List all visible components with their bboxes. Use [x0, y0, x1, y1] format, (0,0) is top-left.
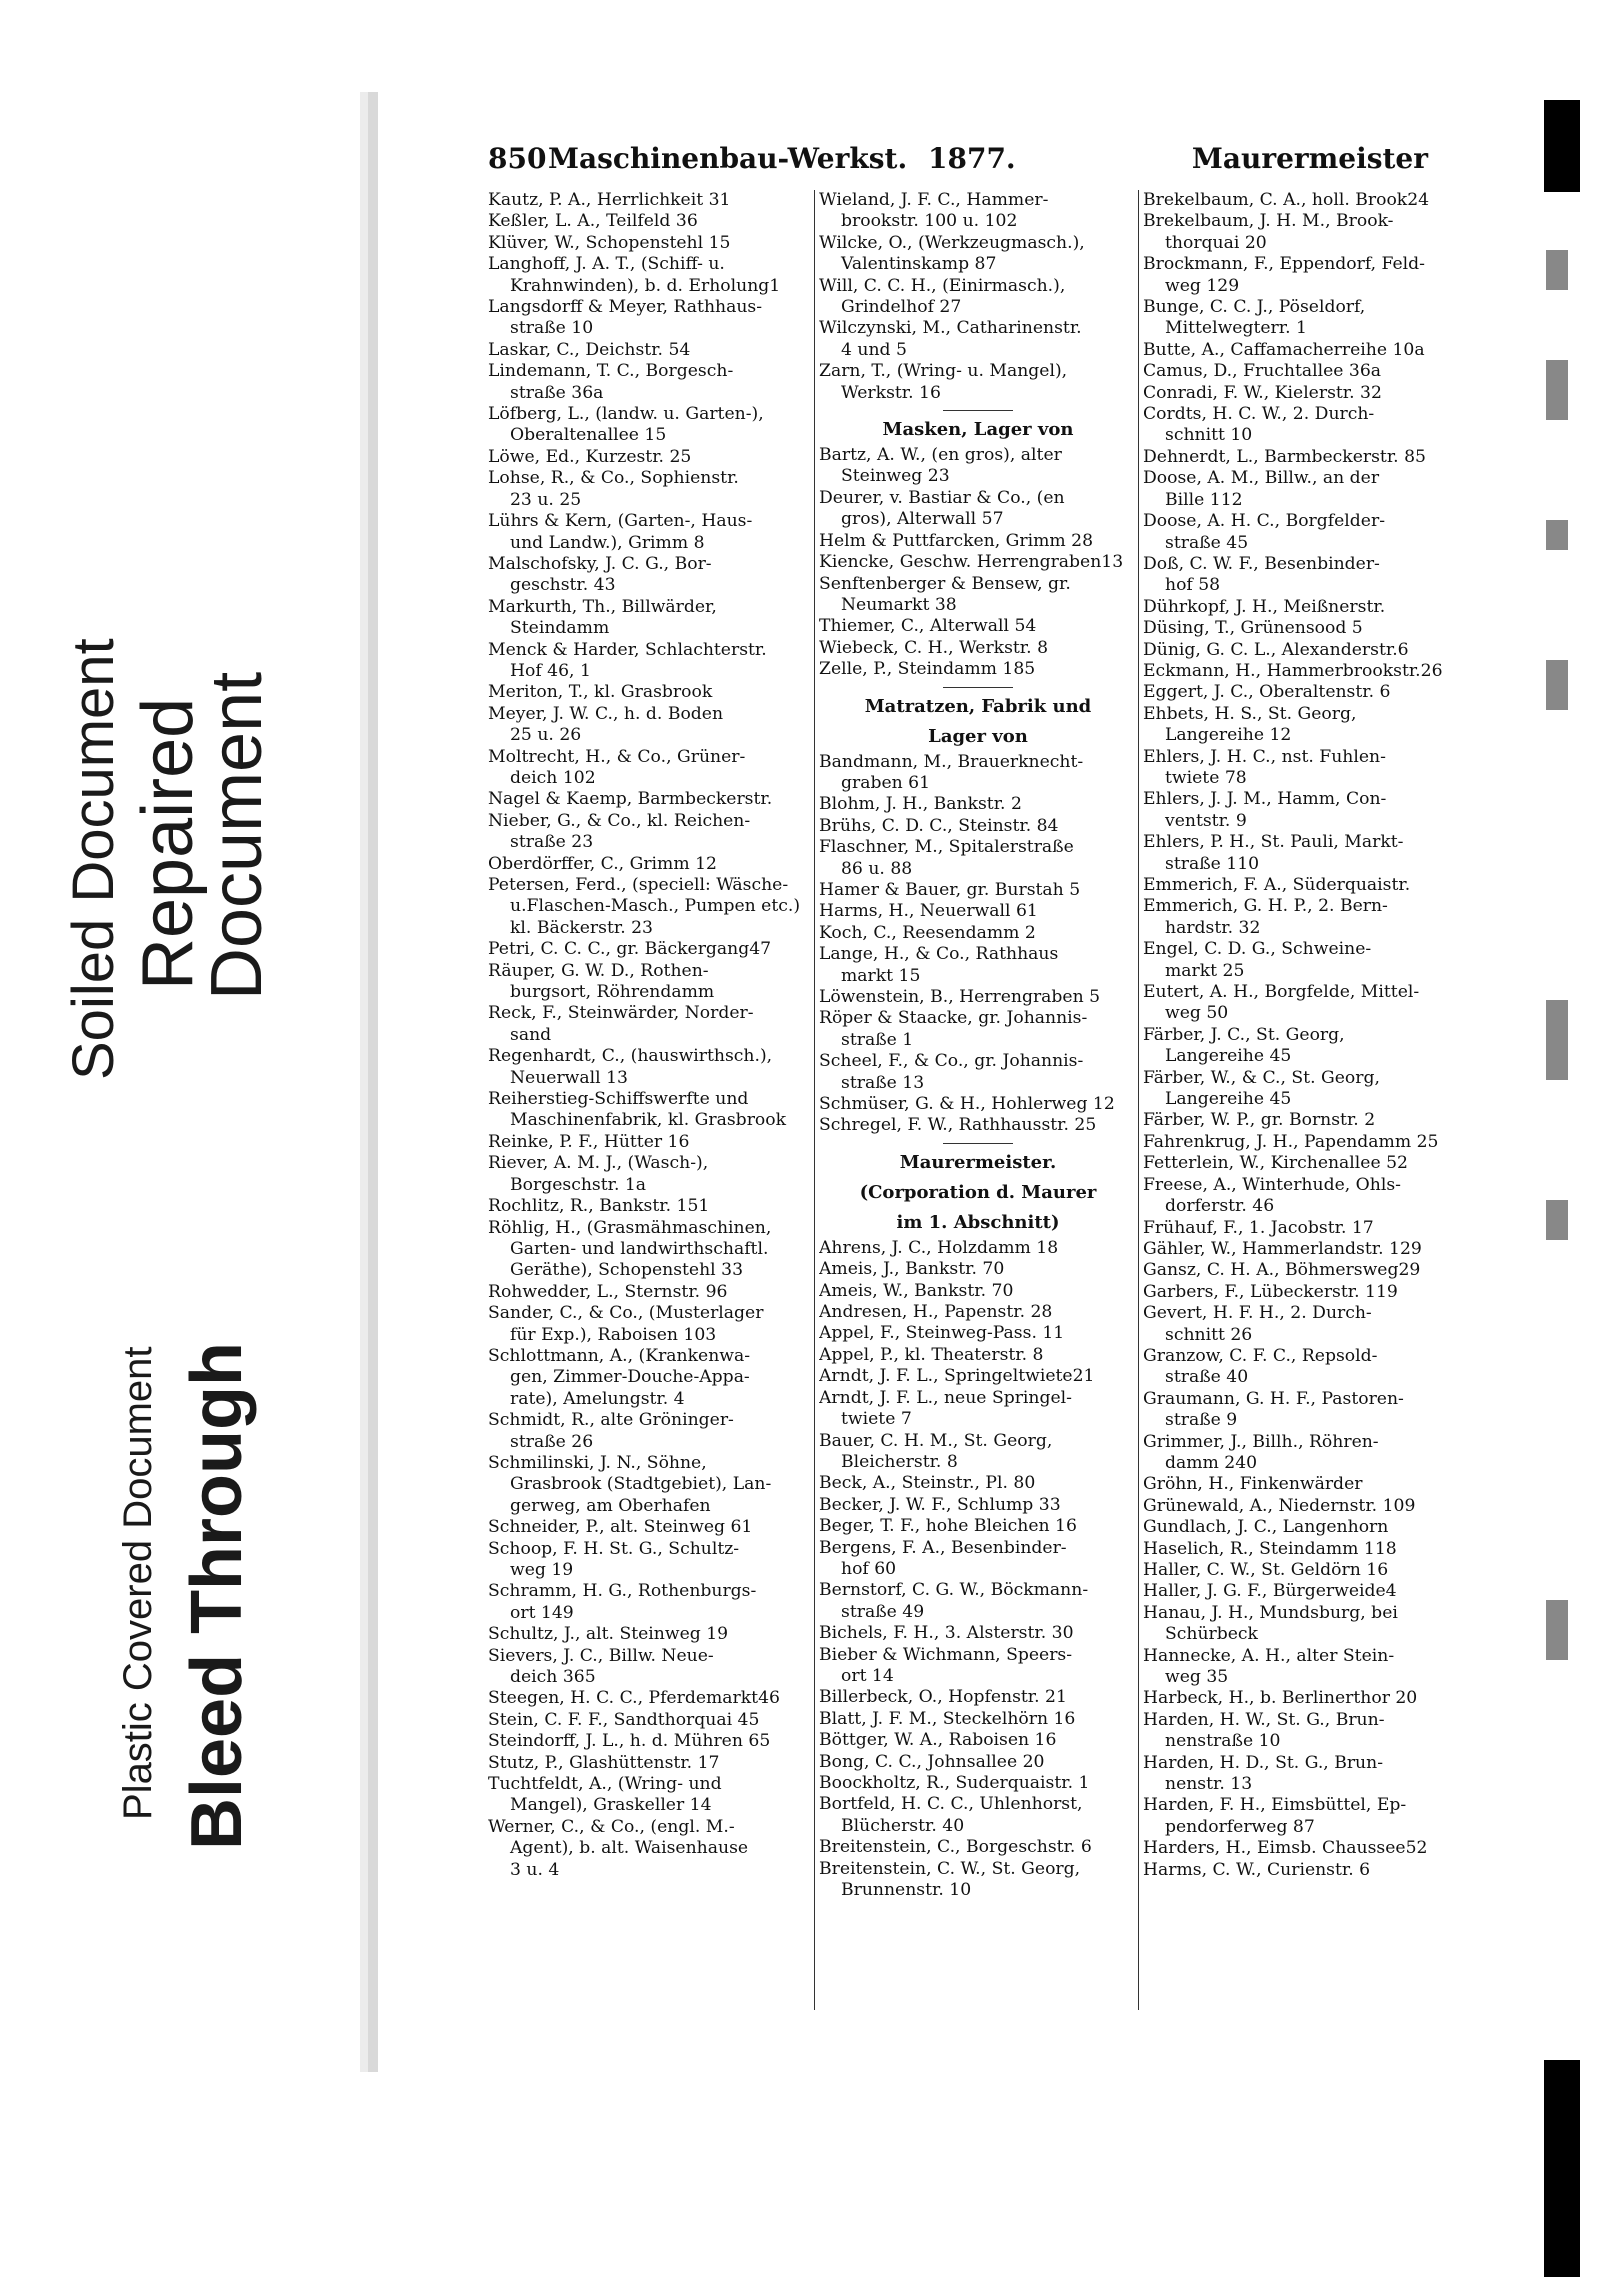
directory-entry: Brekelbaum, C. A., holl. Brook24	[1143, 190, 1430, 210]
binding-tab-bottom	[1544, 2060, 1580, 2277]
directory-entry: Conradi, F. W., Kielerstr. 32	[1143, 382, 1382, 403]
directory-entry: Röhlig, H., (Grasmähmaschinen,	[488, 1217, 772, 1238]
entry-continuation: Langereihe 45	[1165, 1046, 1292, 1067]
directory-entry: Bartz, A. W., (en gros), alter	[819, 445, 1062, 466]
entry-continuation: 4 und 5	[841, 339, 907, 360]
entry-continuation: straße 26	[510, 1431, 594, 1452]
directory-entry: Cordts, H. C. W., 2. Durch-	[1143, 404, 1375, 425]
entry-continuation: Neumarkt 38	[841, 594, 957, 615]
directory-entry: Stutz, P., Glashüttenstr. 17	[488, 1752, 720, 1773]
entry-continuation: nenstr. 13	[1165, 1774, 1253, 1795]
directory-entry: Harms, H., Neuerwall 61	[819, 901, 1038, 922]
directory-entry: Nagel & Kaemp, Barmbeckerstr.	[488, 789, 773, 810]
directory-entry: Schregel, F. W., Rathhausstr. 25	[819, 1115, 1097, 1136]
directory-entry: Flaschner, M., Spitalerstraße	[819, 837, 1074, 858]
entry-continuation: brookstr. 100 u. 102	[841, 211, 1018, 232]
entry-continuation: Werkstr. 16	[841, 382, 941, 403]
entry-continuation: Grindelhof 27	[841, 297, 962, 318]
directory-entry: Rohwedder, L., Sternstr. 96	[488, 1281, 728, 1302]
entry-continuation: pendorferweg 87	[1165, 1816, 1315, 1837]
directory-entry: Zarn, T., (Wring- u. Mangel),	[819, 361, 1068, 382]
directory-entry: Appel, F., Steinweg-Pass. 11	[819, 1323, 1065, 1344]
directory-entry: Schlottmann, A., (Krankenwa-	[488, 1345, 751, 1366]
directory-entry: Emmerich, G. H. P., 2. Bern-	[1143, 896, 1388, 917]
directory-entry: Haller, J. G. F., Bürgerweide4	[1143, 1581, 1397, 1602]
directory-entry: Regenhardt, C., (hauswirthsch.),	[488, 1046, 773, 1067]
directory-entry: Riever, A. M. J., (Wasch-),	[488, 1153, 709, 1174]
entry-continuation: Maschinenfabrik, kl. Grasbrook	[510, 1110, 787, 1131]
running-head: Maurermeister	[1191, 142, 1428, 175]
directory-entry: Beger, T. F., hohe Bleichen 16	[819, 1516, 1077, 1537]
entry-continuation: nenstraße 10	[1165, 1731, 1281, 1752]
entry-continuation: markt 25	[1165, 960, 1245, 981]
directory-entry: Lindemann, T. C., Borgesch-	[488, 361, 734, 382]
page-header	[488, 142, 1428, 182]
directory-entry: Helm & Puttfarcken, Grimm 28	[819, 530, 1094, 551]
directory-entry: Oberdörffer, C., Grimm 12	[488, 853, 717, 874]
edge-mark	[1546, 660, 1568, 710]
edge-mark	[1546, 1200, 1568, 1240]
directory-entry: Kiencke, Geschw. Herrengraben13	[819, 552, 1124, 573]
entry-continuation: Garten- und landwirthschaftl.	[510, 1238, 769, 1259]
directory-entry: Ehlers, P. H., St. Pauli, Markt-	[1143, 832, 1404, 853]
directory-entry: Dührkopf, J. H., Meißnerstr.	[1143, 596, 1386, 617]
directory-entry: Löfberg, L., (landw. u. Garten-),	[488, 404, 764, 425]
directory-entry: Färber, W., & C., St. Georg,	[1143, 1067, 1380, 1088]
directory-entry: Arndt, J. F. L., neue Springel-	[819, 1387, 1072, 1408]
directory-entry: Hamer & Bauer, gr. Burstah 5	[819, 879, 1081, 900]
directory-entry: Schneider, P., alt. Steinweg 61	[488, 1517, 753, 1538]
directory-entry: Nieber, G., & Co., kl. Reichen-	[488, 810, 751, 831]
directory-entry: Ameis, W., Bankstr. 70	[819, 1280, 1014, 1301]
directory-entry: Petersen, Ferd., (speciell: Wäsche-	[488, 875, 789, 895]
directory-entry: Billerbeck, O., Hopfenstr. 21	[819, 1687, 1067, 1708]
entry-continuation: 86 u. 88	[841, 858, 913, 879]
directory-entry: Gevert, H. F. H., 2. Durch-	[1143, 1303, 1372, 1324]
directory-entry: Becker, J. W. F., Schlump 33	[819, 1494, 1061, 1515]
directory-entry: Harders, H., Eimsb. Chaussee52	[1143, 1838, 1428, 1859]
entry-continuation: für Exp.), Raboisen 103	[510, 1324, 717, 1345]
directory-entry: Fetterlein, W., Kirchenallee 52	[1143, 1153, 1408, 1174]
entry-continuation: geschstr. 43	[510, 575, 616, 596]
entry-continuation: sand	[510, 1024, 552, 1045]
directory-entry: Sievers, J. C., Billw. Neue-	[488, 1645, 714, 1666]
directory-entry: Boockholtz, R., Suderquaistr. 1	[819, 1773, 1090, 1793]
directory-entry: Werner, C., & Co., (engl. M.-	[488, 1816, 735, 1837]
entry-continuation: straße 49	[841, 1601, 925, 1622]
directory-entry: Breitenstein, C. W., St. Georg,	[819, 1858, 1081, 1879]
directory-entry: Menck & Harder, Schlachterstr.	[488, 639, 767, 660]
entry-continuation: hof 60	[841, 1558, 897, 1579]
directory-entry: Grünewald, A., Niedernstr. 109	[1143, 1495, 1416, 1516]
directory-entry: Ehlers, J. J. M., Hamm, Con-	[1143, 789, 1387, 810]
directory-entry: Stein, C. F. F., Sandthorquai 45	[488, 1709, 760, 1730]
directory-entry: Eggert, J. C., Oberaltenstr. 6	[1143, 682, 1391, 703]
directory-entry: Koch, C., Reesendamm 2	[819, 922, 1036, 943]
directory-entry: Meyer, J. W. C., h. d. Boden	[488, 703, 724, 724]
entry-continuation: Schürbeck	[1165, 1624, 1258, 1645]
entry-continuation: graben 61	[841, 772, 931, 793]
entry-continuation: straße 9	[1165, 1410, 1238, 1431]
directory-entry: Moltrecht, H., & Co., Grüner-	[488, 746, 746, 767]
entry-continuation: straße 45	[1165, 532, 1249, 553]
entry-continuation: rate), Amelungstr. 4	[510, 1388, 685, 1409]
directory-entry: Scheel, F., & Co., gr. Johannis-	[819, 1051, 1084, 1072]
directory-entry: Butte, A., Caffamacherreihe 10a	[1143, 339, 1425, 360]
entry-continuation: twiete 7	[841, 1409, 912, 1430]
directory-entry: Engel, C. D. G., Schweine-	[1143, 939, 1372, 960]
directory-entry: Meriton, T., kl. Grasbrook	[488, 682, 713, 703]
entry-continuation: kl. Bäckerstr. 23	[510, 917, 653, 938]
entry-continuation: schnitt 10	[1165, 425, 1253, 446]
entry-continuation: Borgeschstr. 1a	[510, 1174, 647, 1195]
entry-continuation: Geräthe), Schopenstehl 33	[510, 1260, 744, 1281]
directory-entry: Ehlers, J. H. C., nst. Fuhlen-	[1143, 746, 1386, 767]
edge-mark	[1546, 1000, 1568, 1080]
entry-continuation: Brunnenstr. 10	[841, 1880, 972, 1901]
section-heading: Matratzen, Fabrik und	[864, 695, 1092, 717]
edge-mark	[1546, 1600, 1568, 1660]
directory-entry: Harbeck, H., b. Berlinerthor 20	[1143, 1688, 1418, 1709]
directory-entry: Schmilinski, J. N., Söhne,	[488, 1452, 707, 1473]
directory-entry: Beck, A., Steinstr., Pl. 80	[819, 1473, 1036, 1494]
document-page	[368, 92, 1508, 2072]
section-divider	[943, 410, 1013, 411]
directory-entry: Reinke, P. F., Hütter 16	[488, 1131, 690, 1152]
directory-columns	[488, 190, 1443, 2010]
directory-entry: Steindorff, J. L., h. d. Mühren 65	[488, 1731, 771, 1752]
side-label-plastic: Plastic Covered Document	[116, 1346, 160, 1820]
directory-entry: Dünig, G. C. L., Alexanderstr.6	[1143, 639, 1409, 660]
directory-entry: Harden, H. D., St. G., Brun-	[1143, 1752, 1384, 1773]
directory-entry: Löwe, Ed., Kurzestr. 25	[488, 446, 692, 467]
directory-entry: Keßler, L. A., Teilfeld 36	[488, 211, 698, 232]
directory-entry: Klüver, W., Schopenstehl 15	[488, 232, 731, 253]
directory-entry: Schmüser, G. & H., Hohlerweg 12	[819, 1094, 1115, 1115]
entry-continuation: Valentinskamp 87	[841, 254, 997, 275]
entry-continuation: gen, Zimmer-Douche-Appa-	[510, 1367, 750, 1388]
directory-entry: Thiemer, C., Alterwall 54	[819, 616, 1037, 637]
entry-continuation: Grasbrook (Stadtgebiet), Lan-	[510, 1474, 772, 1495]
directory-entry: Bortfeld, H. C. C., Uhlenhorst,	[819, 1794, 1083, 1815]
column-1	[488, 190, 808, 2010]
section-divider	[943, 1143, 1013, 1144]
directory-entry: Ameis, J., Bankstr. 70	[819, 1259, 1005, 1280]
section-heading: Lager von	[928, 725, 1028, 747]
directory-entry: Schramm, H. G., Rothenburgs-	[488, 1581, 757, 1602]
directory-entry: Breitenstein, C., Borgeschstr. 6	[819, 1837, 1092, 1858]
entry-continuation: Oberaltenallee 15	[510, 425, 667, 446]
directory-entry: Doose, A. H. C., Borgfelder-	[1143, 511, 1386, 532]
section-title: Maschinenbau-Werkst.	[548, 142, 908, 175]
entry-continuation: straße 36a	[510, 382, 604, 403]
directory-entry: Schmidt, R., alte Gröninger-	[488, 1410, 734, 1431]
directory-entry: Kautz, P. A., Herrlichkeit 31	[488, 190, 731, 210]
directory-entry: Brockmann, F., Eppendorf, Feld-	[1143, 254, 1425, 275]
entry-continuation: Krahnwinden), b. d. Erholung1	[510, 275, 781, 296]
directory-entry: Bauer, C. H. M., St. Georg,	[819, 1430, 1053, 1451]
directory-entry: Bunge, C. C. J., Pöseldorf,	[1143, 297, 1366, 318]
entry-continuation: Langereihe 45	[1165, 1089, 1292, 1110]
entry-continuation: weg 35	[1165, 1667, 1229, 1688]
entry-continuation: hardstr. 32	[1165, 917, 1261, 938]
entry-continuation: straße 40	[1165, 1367, 1249, 1388]
section-heading: im 1. Abschnitt)	[896, 1211, 1060, 1233]
directory-entry: Doß, C. W. F., Besenbinder-	[1143, 553, 1380, 574]
directory-entry: Gundlach, J. C., Langenhorn	[1143, 1517, 1389, 1538]
directory-entry: Arndt, J. F. L., Springeltwiete21	[819, 1366, 1095, 1387]
directory-entry: Rochlitz, R., Bankstr. 151	[488, 1196, 710, 1217]
directory-entry: Wilcke, O., (Werkzeugmasch.),	[819, 232, 1085, 253]
directory-entry: Bieber & Wichmann, Speers-	[819, 1644, 1073, 1665]
page-number: 850	[488, 142, 547, 175]
directory-entry: Appel, P., kl. Theaterstr. 8	[819, 1344, 1044, 1365]
entry-continuation: 23 u. 25	[510, 489, 582, 510]
entry-continuation: Hof 46, 1	[510, 660, 591, 681]
section-divider	[943, 687, 1013, 688]
directory-entry: Blohm, J. H., Bankstr. 2	[819, 794, 1022, 815]
directory-entry: Brekelbaum, J. H. M., Brook-	[1143, 211, 1394, 232]
directory-entry: Lührs & Kern, (Garten-, Haus-	[488, 511, 753, 532]
directory-entry: Langhoff, J. A. T., (Schiff- u.	[488, 254, 725, 275]
side-label-soiled: Soiled Document	[61, 638, 126, 1080]
entry-continuation: weg 50	[1165, 1003, 1229, 1024]
directory-entry: Schoop, F. H. St. G., Schultz-	[488, 1538, 740, 1559]
entry-continuation: damm 240	[1165, 1452, 1258, 1473]
directory-entry: Bergens, F. A., Besenbinder-	[819, 1537, 1067, 1558]
directory-entry: Ahrens, J. C., Holzdamm 18	[819, 1237, 1059, 1258]
entry-continuation: straße 1	[841, 1029, 914, 1050]
section-heading: Masken, Lager von	[882, 419, 1074, 441]
directory-entry: Grimmer, J., Billh., Röhren-	[1143, 1431, 1379, 1452]
entry-continuation: gerweg, am Oberhafen	[510, 1495, 711, 1516]
entry-continuation: hof 58	[1165, 575, 1221, 596]
directory-entry: Zelle, P., Steindamm 185	[819, 659, 1036, 680]
edge-mark	[1546, 520, 1568, 550]
directory-entry: Gröhn, H., Finkenwärder	[1143, 1474, 1363, 1495]
directory-entry: Röper & Staacke, gr. Johannis-	[819, 1008, 1088, 1029]
entry-continuation: straße 110	[1165, 853, 1260, 874]
entry-continuation: Bleicherstr. 8	[841, 1451, 958, 1472]
entry-continuation: ventstr. 9	[1165, 810, 1247, 831]
directory-entry: Färber, J. C., St. Georg,	[1143, 1024, 1345, 1045]
entry-continuation: Steinweg 23	[841, 466, 950, 487]
directory-entry: Harms, C. W., Curienstr. 6	[1143, 1859, 1371, 1880]
directory-entry: Andresen, H., Papenstr. 28	[819, 1302, 1053, 1323]
entry-continuation: ort 149	[510, 1602, 574, 1623]
side-label-repaired-2: Document	[197, 671, 277, 1000]
entry-continuation: Bille 112	[1165, 489, 1243, 510]
directory-entry: Blatt, J. F. M., Steckelhörn 16	[819, 1708, 1076, 1729]
entry-continuation: 3 u. 4	[510, 1859, 560, 1880]
entry-continuation: straße 23	[510, 832, 594, 853]
directory-entry: Düsing, T., Grünensood 5	[1143, 618, 1363, 639]
directory-entry: Laskar, C., Deichstr. 54	[488, 339, 691, 360]
side-label-repaired: Repaired	[128, 697, 208, 990]
directory-entry: Räuper, G. W. D., Rothen-	[488, 960, 709, 981]
entry-continuation: dorferstr. 46	[1165, 1196, 1275, 1217]
directory-entry: Wieland, J. F. C., Hammer-	[819, 190, 1049, 210]
entry-continuation: markt 15	[841, 965, 921, 986]
directory-entry: Steegen, H. C. C., Pferdemarkt46	[488, 1688, 780, 1709]
entry-continuation: thorquai 20	[1165, 232, 1267, 253]
directory-entry: Emmerich, F. A., Süderquaistr.	[1143, 875, 1411, 895]
directory-entry: Bong, C. C., Johnsallee 20	[819, 1751, 1045, 1772]
directory-entry: Gähler, W., Hammerlandstr. 129	[1143, 1238, 1422, 1259]
directory-entry: Tuchtfeldt, A., (Wring- und	[488, 1774, 722, 1795]
binding-tab-top	[1544, 100, 1580, 192]
entry-continuation: Agent), b. alt. Waisenhause	[510, 1838, 749, 1859]
directory-entry: Schultz, J., alt. Steinweg 19	[488, 1624, 729, 1645]
directory-entry: Ehbets, H. S., St. Georg,	[1143, 703, 1357, 724]
directory-entry: Malschofsky, J. C. G., Bor-	[488, 553, 712, 574]
page-edge-bleed	[1540, 100, 1580, 2080]
entry-continuation: burgsort, Röhrendamm	[510, 982, 715, 1003]
directory-entry: Gansz, C. H. A., Böhmersweg29	[1143, 1260, 1421, 1281]
entry-continuation: Mangel), Graskeller 14	[510, 1795, 712, 1816]
directory-entry: Granzow, C. F. C., Repsold-	[1143, 1345, 1378, 1366]
directory-entry: Böttger, W. A., Raboisen 16	[819, 1730, 1057, 1751]
directory-entry: Bichels, F. H., 3. Alsterstr. 30	[819, 1623, 1074, 1644]
directory-entry: Senftenberger & Bensew, gr.	[819, 573, 1071, 594]
directory-entry: Haller, C. W., St. Geldörn 16	[1143, 1560, 1389, 1580]
directory-entry: Sander, C., & Co., (Musterlager	[488, 1303, 764, 1324]
column-2	[814, 190, 1137, 2010]
directory-entry: Harden, F. H., Eimsbüttel, Ep-	[1143, 1795, 1407, 1816]
directory-entry: Lange, H., & Co., Rathhaus	[819, 944, 1059, 965]
directory-entry: Langsdorff & Meyer, Rathhaus-	[488, 297, 763, 318]
entry-continuation: Blücherstr. 40	[841, 1815, 965, 1836]
directory-entry: Wiebeck, C. H., Werkstr. 8	[819, 637, 1048, 658]
entry-continuation: Steindamm	[510, 618, 610, 639]
entry-continuation: deich 365	[510, 1667, 596, 1688]
edge-mark	[1546, 360, 1568, 420]
directory-entry: Löwenstein, B., Herrengraben 5	[819, 987, 1101, 1007]
directory-entry: Hanau, J. H., Mundsburg, bei	[1143, 1602, 1398, 1623]
entry-continuation: straße 13	[841, 1072, 925, 1093]
entry-continuation: deich 102	[510, 767, 596, 788]
directory-entry: Bandmann, M., Brauerknecht-	[819, 751, 1084, 772]
directory-entry: Fahrenkrug, J. H., Papendamm 25	[1143, 1131, 1439, 1152]
directory-entry: Lohse, R., & Co., Sophienstr.	[488, 468, 739, 489]
directory-entry: Wilczynski, M., Catharinenstr.	[819, 318, 1082, 339]
directory-entry: Eckmann, H., Hammerbrookstr.26	[1143, 660, 1443, 681]
directory-entry: Brühs, C. D. C., Steinstr. 84	[819, 815, 1059, 836]
section-heading: (Corporation d. Maurer	[859, 1181, 1097, 1203]
directory-entry: Petri, C. C. C., gr. Bäckergang47	[488, 939, 772, 960]
side-label-bleed: Bleed Through	[177, 1342, 257, 1850]
directory-entry: Doose, A. M., Billw., an der	[1143, 468, 1380, 489]
directory-entry: Eutert, A. H., Borgfelde, Mittel-	[1143, 982, 1420, 1003]
directory-entry: Will, C. C. H., (Einirmasch.),	[819, 275, 1066, 296]
directory-entry: Harden, H. W., St. G., Brun-	[1143, 1709, 1385, 1730]
entry-continuation: Langereihe 12	[1165, 725, 1292, 746]
entry-continuation: gros), Alterwall 57	[841, 509, 1004, 530]
section-heading: Maurermeister.	[899, 1151, 1057, 1173]
directory-entry: Graumann, G. H. F., Pastoren-	[1143, 1388, 1404, 1409]
year: 1877.	[928, 142, 1016, 175]
directory-entry: Garbers, F., Lübeckerstr. 119	[1143, 1281, 1398, 1302]
edge-mark	[1546, 250, 1568, 290]
directory-entry: Färber, W. P., gr. Bornstr. 2	[1143, 1110, 1376, 1131]
directory-entry: Dehnerdt, L., Barmbeckerstr. 85	[1143, 446, 1426, 467]
directory-entry: Frühauf, F., 1. Jacobstr. 17	[1143, 1217, 1374, 1238]
column-3	[1138, 190, 1443, 2010]
directory-entry: Camus, D., Fruchtallee 36a	[1143, 361, 1382, 382]
entry-continuation: Neuerwall 13	[510, 1067, 628, 1088]
entry-continuation: Mittelwegterr. 1	[1165, 318, 1307, 339]
directory-entry: Deurer, v. Bastiar & Co., (en	[819, 487, 1065, 508]
entry-continuation: weg 129	[1165, 275, 1240, 296]
directory-entry: Bernstorf, C. G. W., Böckmann-	[819, 1580, 1089, 1601]
directory-entry: Hannecke, A. H., alter Stein-	[1143, 1645, 1395, 1666]
entry-continuation: 25 u. 26	[510, 725, 582, 746]
directory-entry: Reiherstieg-Schiffswerfte und	[488, 1089, 749, 1110]
entry-continuation: und Landw.), Grimm 8	[510, 532, 705, 553]
entry-continuation: straße 10	[510, 318, 594, 339]
directory-entry: Freese, A., Winterhude, Ohls-	[1143, 1174, 1401, 1195]
directory-entry: Markurth, Th., Billwärder,	[488, 596, 717, 617]
entry-continuation: u.Flaschen-Masch., Pumpen etc.)	[510, 896, 801, 917]
entry-continuation: twiete 78	[1165, 767, 1247, 788]
entry-continuation: schnitt 26	[1165, 1324, 1253, 1345]
entry-continuation: weg 19	[510, 1560, 574, 1580]
directory-entry: Haselich, R., Steindamm 118	[1143, 1538, 1397, 1559]
directory-entry: Reck, F., Steinwärder, Norder-	[488, 1003, 754, 1024]
page-content	[488, 142, 1443, 2022]
entry-continuation: ort 14	[841, 1665, 894, 1686]
